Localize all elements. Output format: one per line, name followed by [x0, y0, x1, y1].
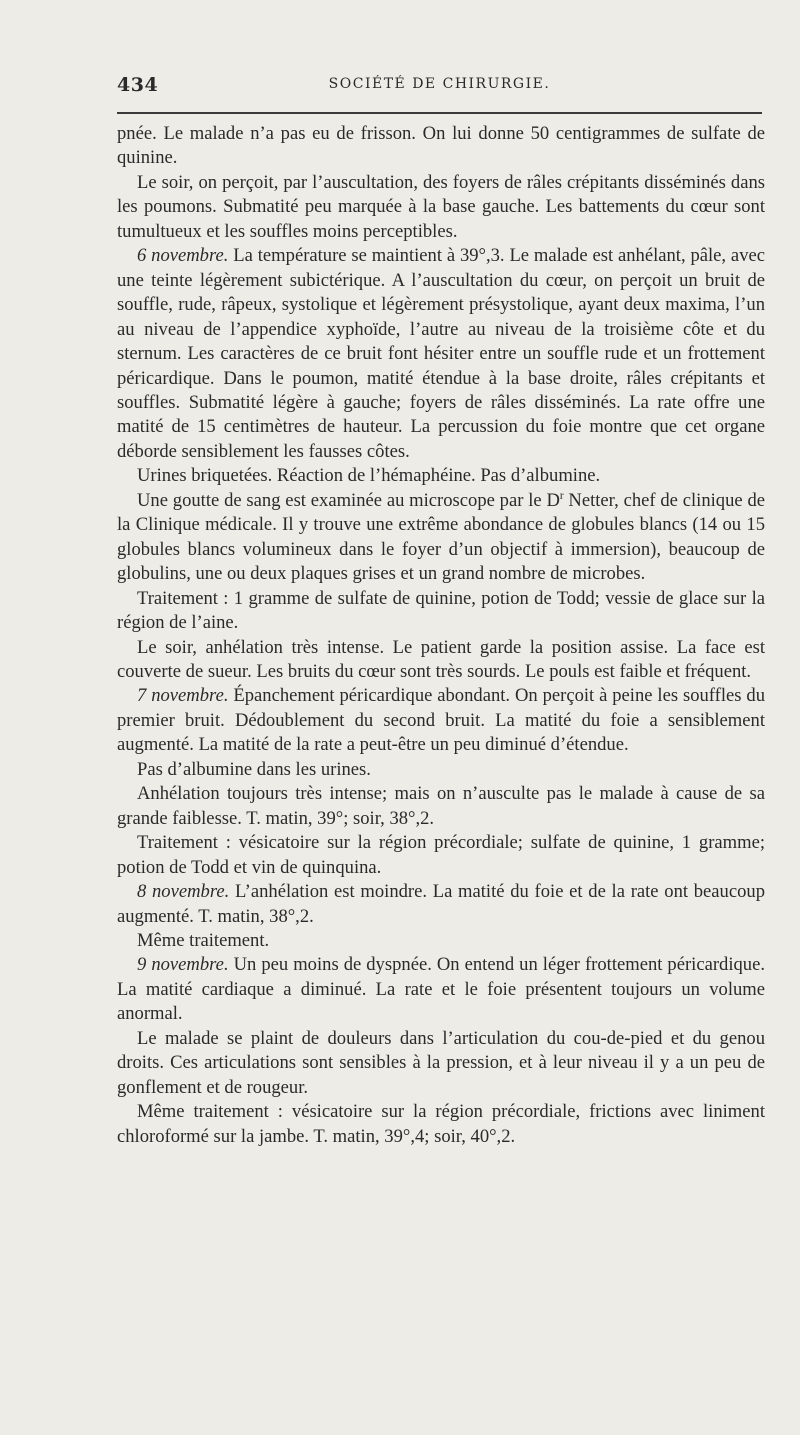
paragraph: 6 novembre. La température se maintient à 39°,3. Le malade est anhélant, pâle, avec une teinte légèrement subictérique. A l’auscultation du cœur, on perçoit un bruit de souffle, rude, râpeux, systolique et légèrement présystolique, ayant deux maxima, l’un au niveau de l’appendice xyphoïde, l’autre au niveau de la troisième côte et du sternum. Les caractères de ce bruit font hésiter entre un souffle rude et un frottement péricardique. Dans le poumon, matité étendue à la base droite, râles crépitants et souffles. Submatité légère à gauche; foyers de râles disséminés. La rate offre une matité de 15 centimètres de hauteur. La percussion du foie montre que cet organe déborde sensiblement les fausses côtes.: [117, 245, 765, 462]
superscript: r: [559, 489, 564, 502]
paragraph: Même traitement.: [137, 929, 270, 951]
paragraph: Anhélation toujours très intense; mais on n’ausculte pas le malade à cause de sa grande faiblesse. T. matin, 39°; soir, 38°,2.: [117, 783, 765, 829]
paragraph: 8 novembre. L’anhélation est moindre. La matité du foie et de la rate ont beaucoup augmenté. T. matin, 38°,2.: [117, 881, 765, 927]
paragraph: Le soir, on perçoit, par l’auscultation, des foyers de râles crépitants disséminés dans les poumons. Submatité peu marquée à la base gauche. Les battements du cœur sont tumultueux et les souffles moins perceptibles.: [117, 171, 765, 242]
paragraph: Le malade se plaint de douleurs dans l’articulation du cou-de-pied et du genou droits. Ces articulations sont sensibles à la pression, et à leur niveau il y a un peu de gonflement et de rougeur.: [117, 1027, 765, 1098]
paragraph: Pas d’albumine dans les urines.: [137, 758, 371, 780]
paragraph: Traitement : 1 gramme de sulfate de quinine, potion de Todd; vessie de glace sur la région de l’aine.: [117, 587, 765, 634]
paragraph: Une goutte de sang est examinée au microscope par le $D^r$ Netter, chef de clinique de la Clinique médicale. Il y trouve une extrême abondance de globules blancs (14 ou 15 globules blancs volumineux dans le foyer d’un objectif à immersion), beaucoup de globulins, une ou deux plaques grises et un grand nombre de microbes.: [117, 489, 765, 585]
page-number: 434: [117, 74, 159, 96]
paragraph: Urines briquetées. Réaction de l’hémaphéine. Pas d’albumine.: [137, 465, 601, 487]
paragraph: Le soir, anhélation très intense. Le patient garde la position assise. La face est couverte de sueur. Les bruits du cœur sont très sourds. Le pouls est faible et fréquent.: [117, 636, 765, 682]
date-lead: 7 novembre.: [137, 685, 229, 707]
paragraph: pnée. Le malade n’a pas eu de frisson. On lui donne 50 centigrammes de sulfate de quinine.: [117, 123, 765, 169]
body-text: [117, 122, 765, 1149]
running-head: SOCIÉTÉ DE CHIRURGIE.: [328, 76, 551, 92]
paragraph: Traitement : vésicatoire sur la région précordiale; sulfate de quinine, 1 gramme; potion de Todd et vin de quinquina.: [117, 832, 765, 878]
date-lead: 6 novembre.: [137, 245, 229, 267]
date-lead: 9 novembre.: [137, 954, 229, 976]
paragraph: 9 novembre. Un peu moins de dyspnée. On entend un léger frottement péricardique. La matité cardiaque a diminué. La rate et le foie présentent toujours un volume anormal.: [117, 954, 765, 1025]
page-header: [117, 74, 762, 102]
header-rule: [117, 112, 762, 114]
date-lead: 8 novembre.: [137, 881, 230, 903]
paragraph: 7 novembre. Épanchement péricardique abondant. On perçoit à peine les souffles du premier bruit. Dédoublement du second bruit. La matité du foie a sensiblement augmenté. La matité de la rate a peut-être un peu diminué d’étendue.: [117, 685, 765, 756]
paragraph: Même traitement : vésicatoire sur la région précordiale, frictions avec liniment chloroformé sur la jambe. T. matin, 39°,4; soir, 40°,2.: [117, 1101, 765, 1147]
